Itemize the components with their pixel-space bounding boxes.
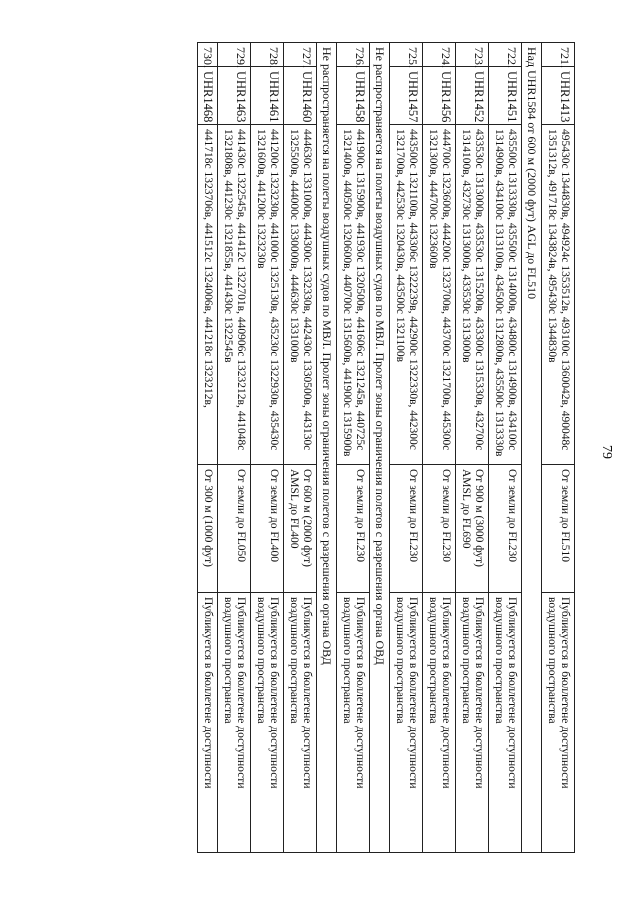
table-row	[456, 43, 489, 853]
row-number: 725.	[390, 43, 423, 67]
note-row	[370, 43, 390, 853]
coordinates-cell: 441430с 1322545в, 441412с 1322701в, 440906с 1323212в, 441048с 1321808в, 441230с 1321855в, 441430с 1322545в	[218, 125, 251, 465]
publication-note: Публикуется в бюллетене доступности воздушного пространства	[218, 593, 251, 853]
row-number: 721.	[542, 43, 575, 67]
coordinates-cell: 435500с 1313330в, 435500с 1314000в, 434800с 1314900в, 434100с 1314900в, 434100с 1313100в, 434500с 1312800в, 435500с 1313330в	[489, 125, 522, 465]
zone-id: UHR1451	[489, 67, 522, 125]
table-row	[218, 43, 251, 853]
row-number: 724.	[423, 43, 456, 67]
altitude-cell: От земли до FL230	[423, 465, 456, 593]
altitude-cell: От земли до FL230	[489, 465, 522, 593]
span-note: Не распространяется на полеты воздушных судов по МВЛ. Пролет зоны ограничения полетов с разрешения органа ОВД	[370, 43, 390, 853]
altitude-cell: От земли до FL400	[251, 465, 284, 593]
table-row	[390, 43, 423, 853]
zone-id: UHR1457	[390, 67, 423, 125]
row-number: 726.	[337, 43, 370, 67]
altitude-cell: От земли до FL510	[542, 465, 575, 593]
row-number: 729.	[218, 43, 251, 67]
publication-note: Публикуется в бюллетене доступности воздушного пространства	[390, 593, 423, 853]
row-number: 730.	[198, 43, 218, 67]
coordinates-cell: 433530с 1313000в, 433530с 1315200в, 433300с 1315330в, 432700с 1314100в, 432730с 1313000в, 433530с 1313000в	[456, 125, 489, 465]
zone-id: UHR1458	[337, 67, 370, 125]
row-number: 728.	[251, 43, 284, 67]
altitude-cell: От земли до FL230	[337, 465, 370, 593]
table-row	[423, 43, 456, 853]
altitude-cell: От земли до FL050	[218, 465, 251, 593]
row-number: 722.	[489, 43, 522, 67]
row-number: 723.	[456, 43, 489, 67]
altitude-cell: От 300 м (1000 фут)	[198, 465, 218, 593]
note-row	[317, 43, 337, 853]
table-row	[337, 43, 370, 853]
zone-id: UHR1460	[284, 67, 317, 125]
publication-note: Публикуется в бюллетене доступности воздушного пространства	[456, 593, 489, 853]
note-row	[522, 43, 542, 853]
table-row	[198, 43, 218, 853]
table-row	[489, 43, 522, 853]
zone-id: UHR1413	[542, 67, 575, 125]
publication-note: Публикуется в бюллетене доступности	[198, 593, 218, 853]
coordinates-cell: 444630с 1331000в, 444300с 1332330в, 442430с 1330500в, 443130с 1325500в, 444000с 1330000в, 444630с 1331000в	[284, 125, 317, 465]
span-note: Не распространяется на полеты воздушных судов по МВЛ. Пролет зоны ограничения полетов с разрешения органа ОВД	[317, 43, 337, 853]
table-body	[198, 43, 575, 853]
coordinates-cell: 495430с 1344830в, 494924с 1353512в, 493100с 1360042в, 490048с 1351312в, 491718с 1343824в, 495430с 1344830в	[542, 125, 575, 465]
publication-note: Публикуется в бюллетене доступности воздушного пространства	[251, 593, 284, 853]
coordinates-cell: 441900с 1315900в, 441930с 1320500в, 441606с 1321245в, 440725с 1321400в, 440500с 1320600в, 440700с 1315600в, 441900с 1315900в	[337, 125, 370, 465]
zone-id: UHR1463	[218, 67, 251, 125]
altitude-cell: От 900 м (3000 фут) AMSL до FL690	[456, 465, 489, 593]
coordinates-cell: 443500с 1321100в, 443306с 1322239в, 442900с 1322330в, 442300с 1321700в, 442530с 1320430в, 443500с 1321100в	[390, 125, 423, 465]
publication-note: Публикуется в бюллетене доступности воздушного пространства	[423, 593, 456, 853]
table-row	[251, 43, 284, 853]
coordinates-cell: 441200с 1323230в, 441000с 1325130в, 435230с 1322930в, 435430с 1321600в, 441200с 1323230в	[251, 125, 284, 465]
coordinates-cell: 441718с 1323706в, 441512с 1324006в, 441218с 1323212в,	[198, 125, 218, 465]
publication-note: Публикуется в бюллетене доступности воздушного пространства	[284, 593, 317, 853]
zone-id: UHR1456	[423, 67, 456, 125]
zone-id: UHR1461	[251, 67, 284, 125]
span-note: Над UHR1584 от 600 м (2000 фут) AGL до FL510	[522, 43, 542, 853]
publication-note: Публикуется в бюллетене доступности воздушного пространства	[337, 593, 370, 853]
table-row	[284, 43, 317, 853]
row-number: 727.	[284, 43, 317, 67]
publication-note: Публикуется в бюллетене доступности воздушного пространства	[542, 593, 575, 853]
altitude-cell: От 600 м (2000 фут) AMSL до FL400	[284, 465, 317, 593]
zone-id: UHR1468	[198, 67, 218, 125]
altitude-cell: От земли до FL230	[390, 465, 423, 593]
restricted-zones-table	[197, 42, 575, 853]
page-number: 79	[599, 445, 614, 459]
table-row	[542, 43, 575, 853]
publication-note: Публикуется в бюллетене доступности воздушного пространства	[489, 593, 522, 853]
coordinates-cell: 444700с 1323600в, 444200с 1323700в, 443700с 1321700в, 445300с 1321300в, 444700с 1323600в	[423, 125, 456, 465]
rotated-table-container	[85, 42, 575, 852]
zone-id: UHR1452	[456, 67, 489, 125]
